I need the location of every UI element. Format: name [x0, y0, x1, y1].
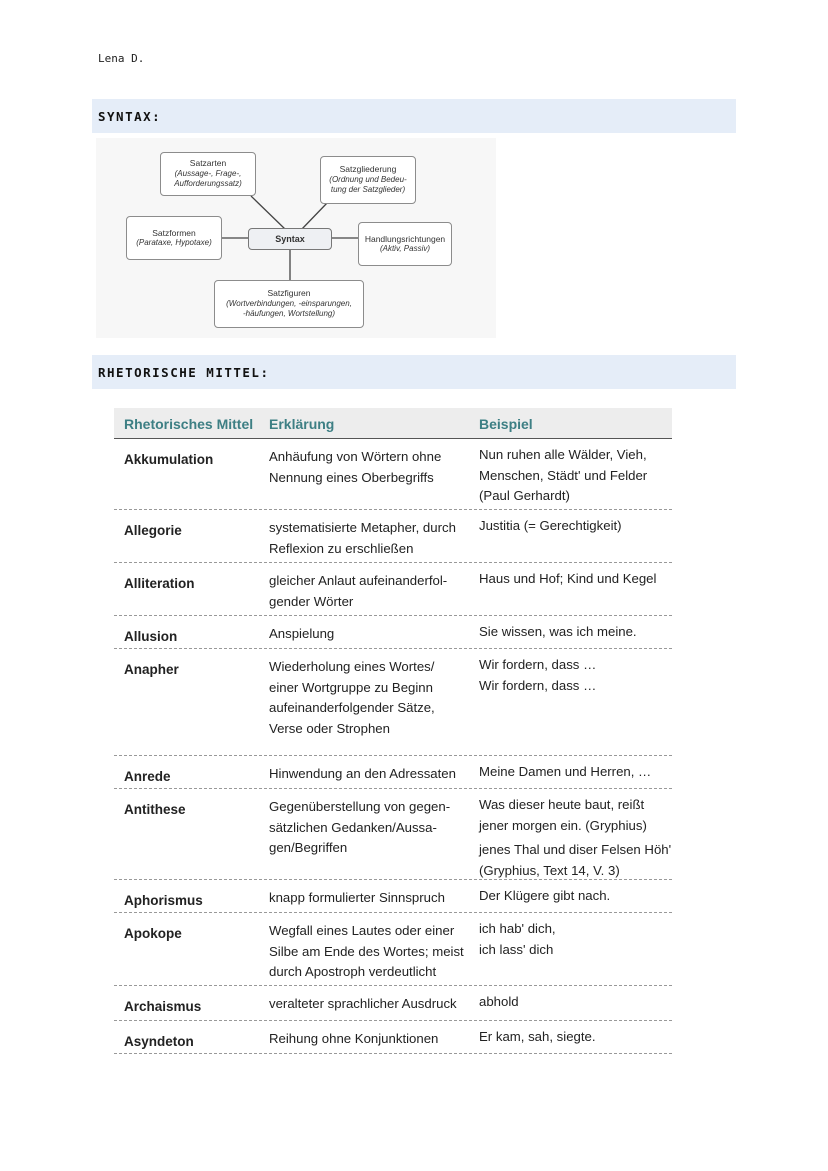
example-cell — [479, 762, 674, 783]
table-row — [114, 986, 672, 1021]
example-cell — [479, 655, 674, 696]
explanation-line: Reflexion zu erschließen — [269, 540, 414, 556]
example-cell — [479, 569, 674, 590]
explanation-cell — [269, 921, 474, 983]
explanation-line: knapp formulierter Sinnspruch — [269, 890, 445, 905]
header-term: Rhetorisches Mittel — [124, 416, 254, 432]
explanation-line: Gegenüberstellung von gegen- — [269, 799, 451, 814]
example-line: Menschen, Städt' und Felder — [479, 467, 648, 483]
example-line: (Paul Gerhardt) — [479, 488, 570, 503]
example-cell — [479, 886, 674, 907]
example-cell — [479, 795, 674, 881]
explanation-line: veralteter sprachlicher Ausdruck — [269, 996, 457, 1011]
author-name: Lena D. — [98, 52, 145, 65]
table-row — [114, 510, 672, 563]
explanation-line: sätzlichen Gedanken/Aussa- — [269, 819, 437, 835]
explanation-cell — [269, 447, 474, 488]
table-header — [114, 408, 672, 439]
table-row — [114, 616, 672, 649]
explanation-cell — [269, 657, 474, 739]
node-syntax-center: Syntax — [248, 228, 332, 250]
term-cell: Akkumulation — [124, 452, 214, 467]
term-cell: Anapher — [124, 662, 179, 677]
example-line: Wir fordern, dass … — [479, 677, 597, 693]
node-satzgliederung: Satzgliederung (Ordnung und Bedeu- tung der Satzglieder) — [320, 156, 416, 204]
example-cell — [479, 622, 674, 643]
example-line: Der Klügere gibt nach. — [479, 888, 611, 903]
term-cell: Aphorismus — [124, 893, 203, 908]
node-handlungsrichtungen: Handlungsrichtungen (Aktiv, Passiv) — [358, 222, 452, 266]
term-cell: Asyndeton — [124, 1034, 194, 1049]
section-title: RHETORISCHE MITTEL: — [98, 365, 270, 380]
example-line: Was dieser heute baut, reißt — [479, 797, 645, 812]
explanation-cell — [269, 1029, 474, 1050]
explanation-line: gleicher Anlaut aufeinanderfol- — [269, 573, 448, 588]
example-cell — [479, 992, 674, 1013]
explanation-cell — [269, 888, 474, 909]
explanation-cell — [269, 797, 474, 859]
term-cell: Apokope — [124, 926, 182, 941]
table-row — [114, 563, 672, 616]
node-satzarten: Satzarten (Aussage-, Frage-, Aufforderungssatz) — [160, 152, 256, 196]
table-row — [114, 1021, 672, 1054]
table-row — [114, 439, 672, 510]
explanation-cell — [269, 518, 474, 559]
example-line: ich lass' dich — [479, 941, 554, 957]
table-row — [114, 789, 672, 880]
table-row — [114, 756, 672, 789]
term-cell: Archaismus — [124, 999, 202, 1014]
rhetoric-table — [114, 408, 672, 1054]
explanation-line: aufeinanderfolgender Sätze, — [269, 700, 435, 715]
example-cell — [479, 919, 674, 960]
table-body — [114, 439, 672, 1054]
explanation-line: Nennung eines Oberbegriffs — [269, 469, 434, 485]
explanation-cell — [269, 571, 474, 612]
example-line: (Gryphius, Text 14, V. 3) — [479, 862, 620, 878]
term-cell: Alliteration — [124, 576, 195, 591]
example-line: Wir fordern, dass … — [479, 657, 597, 672]
explanation-line: Reihung ohne Konjunktionen — [269, 1031, 439, 1046]
explanation-line: Anspielung — [269, 626, 335, 641]
table-row — [114, 913, 672, 986]
explanation-line: einer Wortgruppe zu Beginn — [269, 679, 433, 695]
syntax-mindmap — [96, 138, 496, 338]
term-cell: Antithese — [124, 802, 186, 817]
explanation-line: Wegfall eines Lautes oder einer — [269, 923, 455, 938]
explanation-line: Silbe am Ende des Wortes; meist — [269, 943, 464, 959]
term-cell: Allusion — [124, 629, 178, 644]
example-cell — [479, 445, 674, 507]
explanation-cell — [269, 764, 474, 785]
explanation-cell — [269, 624, 474, 645]
explanation-line: Anhäufung von Wörtern ohne — [269, 449, 442, 464]
table-row — [114, 649, 672, 756]
example-line: jener morgen ein. (Gryphius) — [479, 817, 647, 833]
example-line: abhold — [479, 994, 519, 1009]
explanation-line: Verse oder Strophen — [269, 720, 390, 736]
example-line: Meine Damen und Herren, … — [479, 764, 652, 779]
section-title: SYNTAX: — [98, 109, 162, 124]
node-satzformen: Satzformen (Parataxe, Hypotaxe) — [126, 216, 222, 260]
example-line: ich hab' dich, — [479, 921, 556, 936]
node-satzfiguren: Satzfiguren (Wortverbindungen, -einsparungen, -häufungen, Wortstellung) — [214, 280, 364, 328]
example-line: Nun ruhen alle Wälder, Vieh, — [479, 447, 647, 462]
example-line: jenes Thal und diser Felsen Höh' — [479, 842, 672, 857]
explanation-line: Wiederholung eines Wortes/ — [269, 659, 435, 674]
example-cell — [479, 516, 674, 537]
term-cell: Anrede — [124, 769, 171, 784]
example-line: Sie wissen, was ich meine. — [479, 624, 637, 639]
explanation-line: durch Apostroph verdeutlicht — [269, 964, 437, 979]
table-row — [114, 880, 672, 913]
header-explanation: Erklärung — [269, 416, 335, 432]
explanation-line: Hinwendung an den Adressaten — [269, 766, 456, 781]
example-cell — [479, 1027, 674, 1048]
explanation-line: systematisierte Metapher, durch — [269, 520, 456, 535]
explanation-line: gen/Begriffen — [269, 840, 348, 855]
example-line: Haus und Hof; Kind und Kegel — [479, 571, 657, 586]
example-line: Justitia (= Gerechtigkeit) — [479, 518, 622, 533]
section-header-rhetoric — [92, 355, 736, 389]
example-line: Er kam, sah, siegte. — [479, 1029, 596, 1044]
term-cell: Allegorie — [124, 523, 182, 538]
explanation-cell — [269, 994, 474, 1015]
explanation-line: gender Wörter — [269, 593, 354, 609]
section-header-syntax — [92, 99, 736, 133]
header-example: Beispiel — [479, 416, 533, 432]
